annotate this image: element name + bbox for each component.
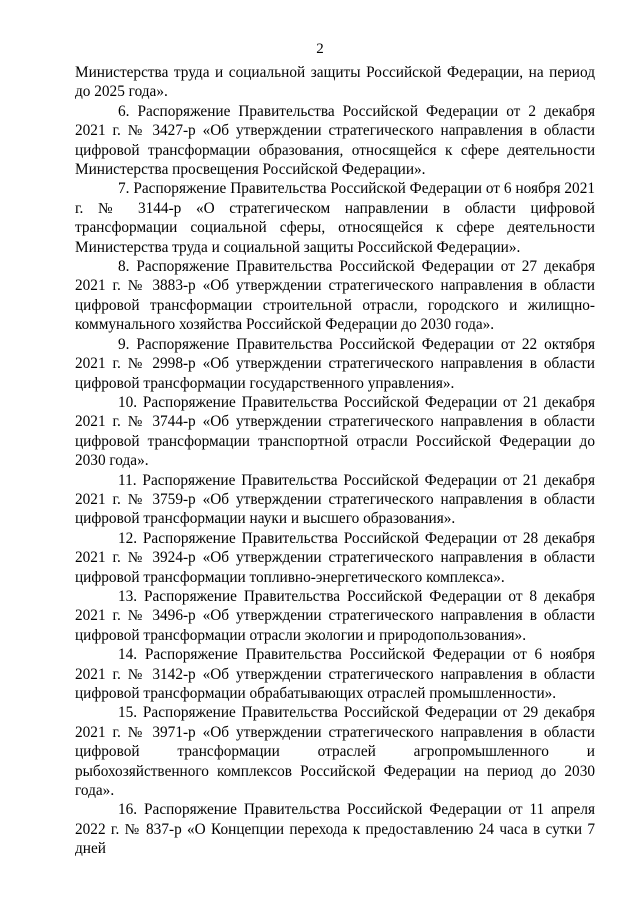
- list-item-12: 12. Распоряжение Правительства Российской Федерации от 28 декабря 2021 г. № 3924-р «Об утверждении стратегического направления в области цифровой трансформации топливно-энергетического комплекса».: [75, 529, 595, 586]
- list-item-9: 9. Распоряжение Правительства Российской Федерации от 22 октября 2021 г. № 2998-р «Об утверждении стратегического направления в области цифровой трансформации государственного управления».: [75, 335, 595, 392]
- page-number: 2: [316, 41, 324, 57]
- list-item-16: 16. Распоряжение Правительства Российской Федерации от 11 апреля 2022 г. № 837-р «О Концепции перехода к предоставлению 24 часа в сутки 7 дней: [75, 801, 595, 858]
- list-item-14: 14. Распоряжение Правительства Российской Федерации от 6 ноября 2021 г. № 3142-р «Об утверждении стратегического направления в области цифровой трансформации обрабатывающих отраслей промышленности».: [75, 646, 595, 702]
- document-body: [75, 63, 595, 859]
- list-item-13: 13. Распоряжение Правительства Российской Федерации от 8 декабря 2021 г. № 3496-р «Об утверждении стратегического направления в области цифровой трансформации отрасли экологии и природопользования».: [75, 587, 595, 644]
- list-item-7: 7. Распоряжение Правительства Российской Федерации от 6 ноября 2021 г. № 3144-р «О стратегическом направлении в области цифровой трансформации социальной сферы, относящейся к сфере деятельности Министерства труда и социальной защиты Российской Федерации».: [75, 180, 595, 256]
- paragraph-continuation: Министерства труда и социальной защиты Российской Федерации, на период до 2025 года».: [75, 64, 595, 101]
- list-item-15: 15. Распоряжение Правительства Российской Федерации от 29 декабря 2021 г. № 3971-р «Об утверждении стратегического направления в области цифровой трансформации отраслей агропромышленного и рыбохозяйственного комплексов Российской Федерации на период до 2030 года».: [75, 704, 595, 800]
- list-item-10: 10. Распоряжение Правительства Российской Федерации от 21 декабря 2021 г. № 3744-р «Об утверждении стратегического направления в области цифровой трансформации транспортной отрасли Российской Федерации до 2030 года».: [75, 393, 595, 470]
- list-item-11: 11. Распоряжение Правительства Российской Федерации от 21 декабря 2021 г. № 3759-р «Об утверждении стратегического направления в области цифровой трансформации науки и высшего образования».: [75, 471, 595, 528]
- list-item-8: 8. Распоряжение Правительства Российской Федерации от 27 декабря 2021 г. № 3883-р «Об утверждении стратегического направления в области цифровой трансформации строительной отрасли, городского и жилищно-коммунального хозяйства Российской Федерации до 2030 года».: [75, 258, 595, 334]
- list-item-6: 6. Распоряжение Правительства Российской Федерации от 2 декабря 2021 г. № 3427-р «Об утверждении стратегического направления в области цифровой трансформации образования, относящейся к сфере деятельности Министерства просвещения Российской Федерации».: [75, 102, 595, 179]
